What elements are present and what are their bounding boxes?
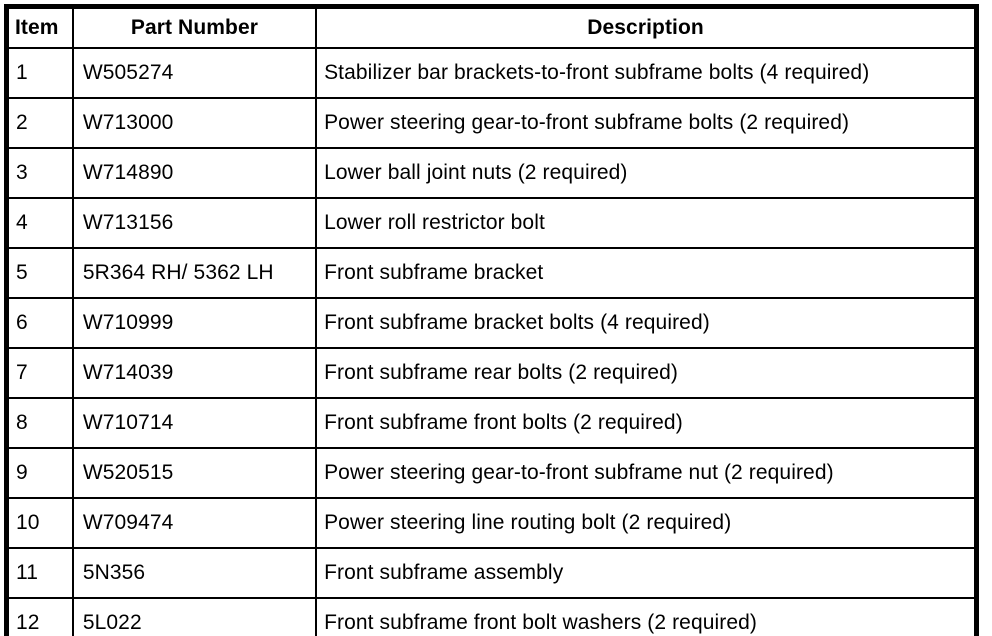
cell-part-number: W710714 (73, 398, 316, 448)
cell-description: Front subframe front bolts (2 required) (316, 398, 976, 448)
cell-description: Front subframe front bolt washers (2 required) (316, 598, 976, 636)
cell-item: 11 (7, 548, 73, 598)
parts-table (4, 4, 979, 636)
cell-item: 1 (7, 48, 73, 98)
cell-item: 2 (7, 98, 73, 148)
cell-part-number: W713000 (73, 98, 316, 148)
cell-description: Front subframe bracket bolts (4 required) (316, 298, 976, 348)
cell-description: Lower roll restrictor bolt (316, 198, 976, 248)
cell-description: Power steering gear-to-front subframe bolts (2 required) (316, 98, 976, 148)
table-row (7, 348, 977, 398)
cell-description: Lower ball joint nuts (2 required) (316, 148, 976, 198)
cell-description: Stabilizer bar brackets-to-front subframe bolts (4 required) (316, 48, 976, 98)
table-row (7, 148, 977, 198)
cell-item: 4 (7, 198, 73, 248)
column-header-description: Description (316, 7, 976, 49)
table-row (7, 498, 977, 548)
cell-description: Front subframe bracket (316, 248, 976, 298)
table-row (7, 598, 977, 636)
table-row (7, 548, 977, 598)
cell-part-number: 5R364 RH/ 5362 LH (73, 248, 316, 298)
table-header-row (7, 7, 977, 49)
cell-part-number: 5N356 (73, 548, 316, 598)
table-row (7, 398, 977, 448)
cell-part-number: W505274 (73, 48, 316, 98)
cell-description: Front subframe rear bolts (2 required) (316, 348, 976, 398)
cell-item: 6 (7, 298, 73, 348)
table-row (7, 448, 977, 498)
table-row (7, 48, 977, 98)
cell-part-number: 5L022 (73, 598, 316, 636)
cell-description: Power steering line routing bolt (2 required) (316, 498, 976, 548)
column-header-part-number: Part Number (73, 7, 316, 49)
cell-description: Power steering gear-to-front subframe nut (2 required) (316, 448, 976, 498)
cell-item: 12 (7, 598, 73, 636)
table-row (7, 248, 977, 298)
table-row (7, 98, 977, 148)
cell-description: Front subframe assembly (316, 548, 976, 598)
table-row (7, 298, 977, 348)
cell-part-number: W714039 (73, 348, 316, 398)
cell-part-number: W709474 (73, 498, 316, 548)
cell-part-number: W710999 (73, 298, 316, 348)
cell-item: 8 (7, 398, 73, 448)
column-header-item: Item (7, 7, 73, 49)
cell-item: 9 (7, 448, 73, 498)
table-row (7, 198, 977, 248)
cell-part-number: W714890 (73, 148, 316, 198)
cell-part-number: W713156 (73, 198, 316, 248)
cell-item: 5 (7, 248, 73, 298)
cell-item: 7 (7, 348, 73, 398)
cell-item: 3 (7, 148, 73, 198)
cell-item: 10 (7, 498, 73, 548)
cell-part-number: W520515 (73, 448, 316, 498)
table-header-row (7, 7, 977, 49)
